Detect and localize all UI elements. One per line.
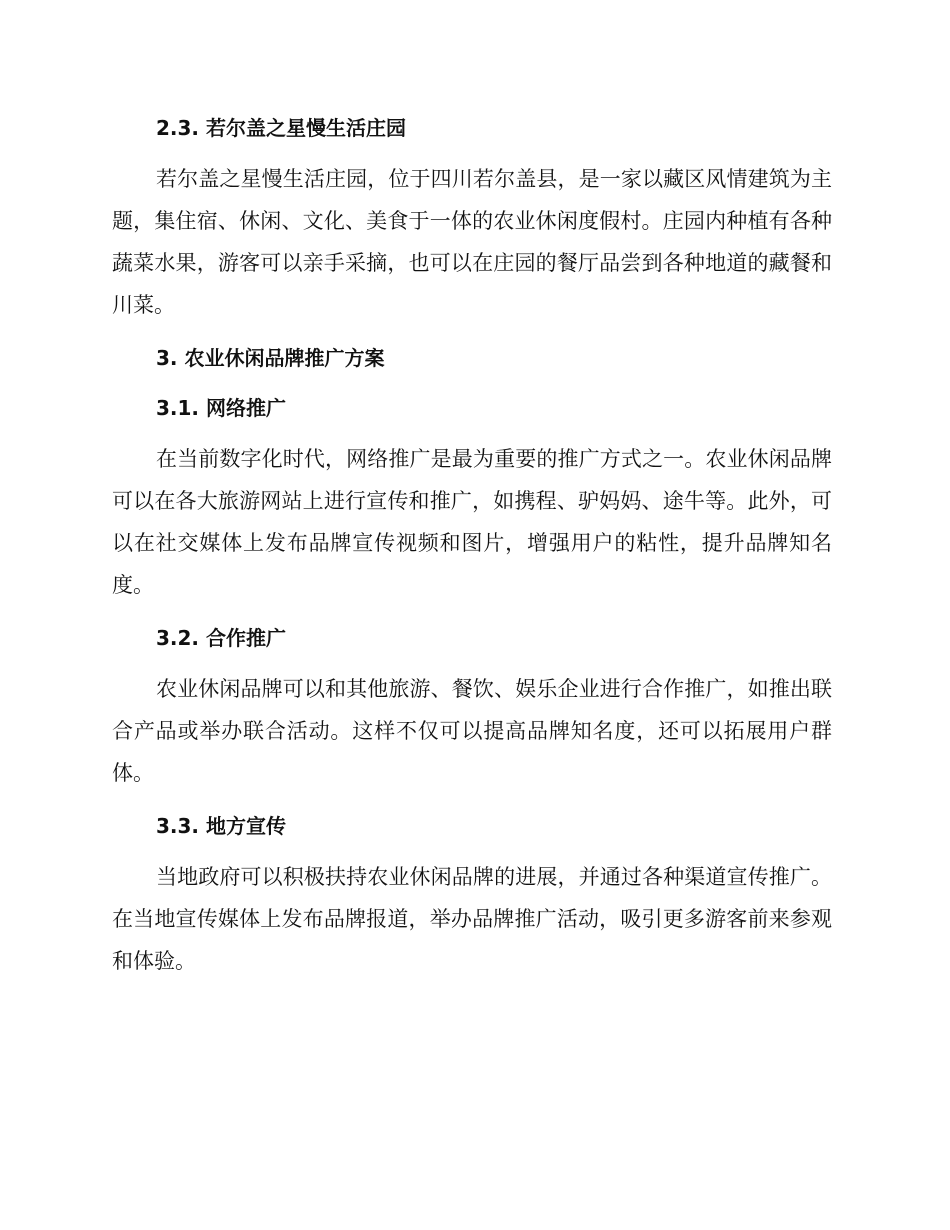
section-heading-3-3: 3.3. 地方宣传 (156, 814, 286, 838)
section-paragraph-3-3: 当地政府可以积极扶持农业休闲品牌的进展，并通过各种渠道宣传推广。在当地宣传媒体上发布品牌报道，举办品牌推广活动，吸引更多游客前来参观和体验。 (112, 865, 832, 973)
section-heading-3-2: 3.2. 合作推广 (156, 626, 286, 650)
section-paragraph-3-2: 农业休闲品牌可以和其他旅游、餐饮、娱乐企业进行合作推广，如推出联合产品或举办联合活动。这样不仅可以提高品牌知名度，还可以拓展用户群体。 (112, 677, 832, 785)
section-heading-3-1: 3.1. 网络推广 (156, 396, 286, 420)
section-paragraph-3-1: 在当前数字化时代，网络推广是最为重要的推广方式之一。农业休闲品牌可以在各大旅游网站上进行宣传和推广，如携程、驴妈妈、途牛等。此外，可以在社交媒体上发布品牌宣传视频和图片，增强用户的粘性，提升品牌知名度。 (112, 447, 832, 597)
section-heading-3: 3. 农业休闲品牌推广方案 (156, 346, 385, 370)
section-heading-2-3: 2.3. 若尔盖之星慢生活庄园 (156, 116, 406, 140)
section-paragraph-2-3: 若尔盖之星慢生活庄园，位于四川若尔盖县，是一家以藏区风情建筑为主题，集住宿、休闲、文化、美食于一体的农业休闲度假村。庄园内种植有各种蔬菜水果，游客可以亲手采摘，也可以在庄园的餐厅品尝到各种地道的藏餐和川菜。 (112, 167, 832, 317)
document-body (112, 108, 832, 994)
